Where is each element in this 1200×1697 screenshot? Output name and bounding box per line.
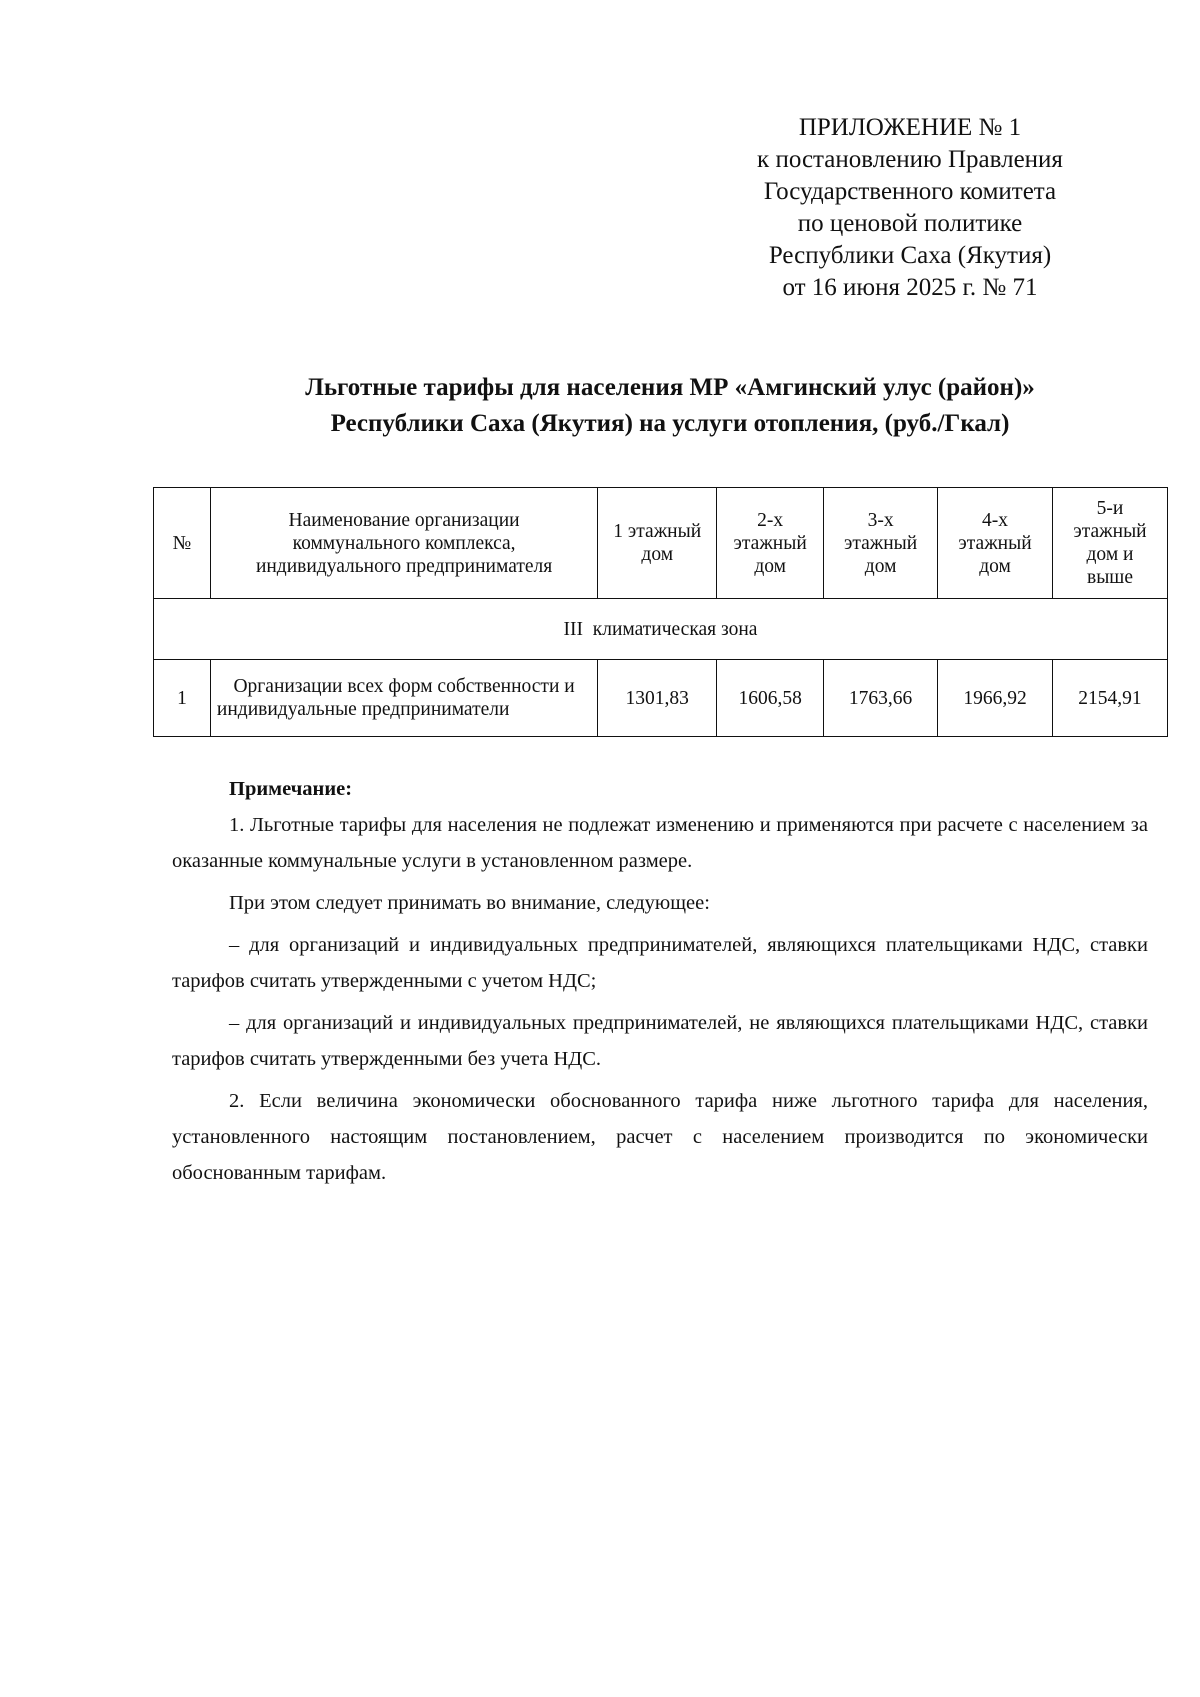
row-tariff-floor-4: 1966,92 (938, 660, 1053, 737)
document-title (150, 370, 1190, 442)
appendix-header (700, 112, 1120, 304)
note-paragraph-5: 2. Если величина экономически обоснованного тарифа ниже льготного тарифа для населения, установленного настоящим постановлением, расчет с населением производится по экономически обоснованным тарифам. (172, 1090, 1148, 1184)
row-organization: Организации всех форм собственности и индивидуальные предприниматели (210, 660, 597, 737)
title-line-1: Льготные тарифы для населения МР «Амгинский улус (район)» (305, 374, 1035, 401)
header-number: № (154, 488, 211, 599)
row-tariff-floor-2: 1606,58 (717, 660, 824, 737)
notes-section (172, 771, 1148, 1191)
row-tariff-floor-3: 1763,66 (824, 660, 938, 737)
note-paragraph-1: 1. Льготные тарифы для населения не подлежат изменению и применяются при расчете с населением за оказанные коммунальные услуги в установленном размере. (172, 814, 1148, 872)
note-paragraph-4: – для организаций и индивидуальных предпринимателей, не являющихся плательщиками НДС, ставки тарифов считать утвержденными без учета НДС. (172, 1012, 1148, 1070)
row-number: 1 (154, 660, 211, 737)
appendix-line: ПРИЛОЖЕНИЕ № 1 (798, 114, 1022, 141)
appendix-line: Государственного комитета (763, 178, 1057, 205)
appendix-line: по ценовой политике (797, 210, 1023, 237)
header-floor-5: 5-и этажный дом и выше (1052, 488, 1167, 599)
appendix-line: от 16 июня 2025 г. № 71 (782, 274, 1038, 301)
note-paragraph-2: При этом следует принимать во внимание, следующее: (229, 892, 710, 914)
header-floor-4: 4-х этажный дом (938, 488, 1053, 599)
title-line-2: Республики Саха (Якутия) на услуги отопления, (руб./Гкал) (330, 410, 1010, 437)
row-tariff-floor-1: 1301,83 (598, 660, 717, 737)
note-paragraph-3: – для организаций и индивидуальных предпринимателей, являющихся плательщиками НДС, ставки тарифов считать утвержденными с учетом НДС; (172, 934, 1148, 992)
climate-zone-label: III климатическая зона (154, 599, 1168, 660)
tariffs-table (153, 487, 1168, 737)
appendix-line: к постановлению Правления (757, 146, 1063, 173)
header-floor-2: 2-х этажный дом (717, 488, 824, 599)
appendix-line: Республики Саха (Якутия) (768, 242, 1052, 269)
table-row (154, 660, 1168, 737)
notes-heading: Примечание: (229, 778, 353, 800)
header-name: Наименование организации коммунального комплекса, индивидуального предпринимателя (210, 488, 597, 599)
header-floor-1: 1 этажный дом (598, 488, 717, 599)
header-floor-3: 3-х этажный дом (824, 488, 938, 599)
climate-zone-row (154, 599, 1168, 660)
row-tariff-floor-5: 2154,91 (1052, 660, 1167, 737)
table-header-row (154, 488, 1168, 599)
